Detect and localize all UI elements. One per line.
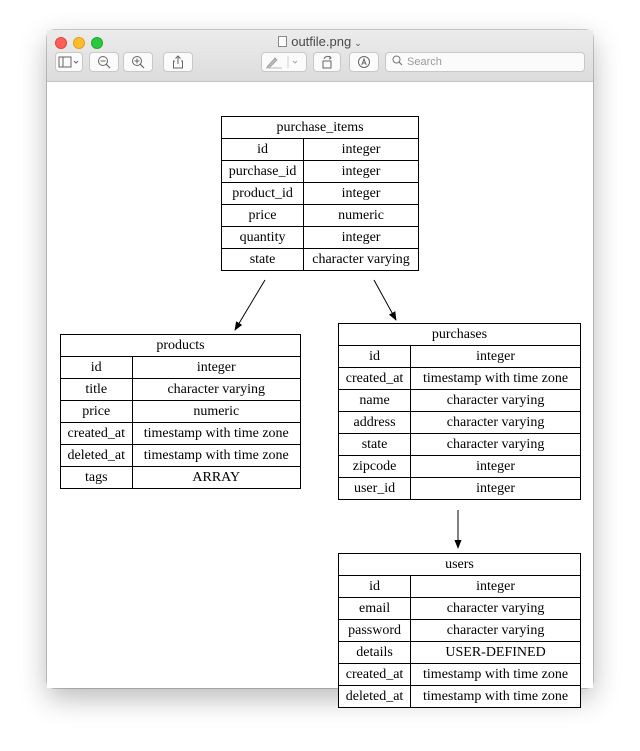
title-bar <box>47 30 593 82</box>
column-name: deleted_at <box>61 445 133 467</box>
table-row <box>339 642 581 664</box>
table-row <box>222 227 419 249</box>
window-title[interactable] <box>47 34 593 49</box>
column-type: numeric <box>304 205 419 227</box>
column-name: tags <box>61 467 133 489</box>
column-name: email <box>339 598 411 620</box>
column-name: id <box>61 357 133 379</box>
column-type: ARRAY <box>132 467 301 489</box>
table-row <box>61 379 301 401</box>
column-name: state <box>222 249 304 271</box>
share-button[interactable] <box>163 52 193 72</box>
table-row <box>222 183 419 205</box>
table-row <box>222 161 419 183</box>
annotate-button[interactable] <box>349 52 379 72</box>
table-row <box>61 357 301 379</box>
column-name: price <box>61 401 133 423</box>
table-row <box>339 664 581 686</box>
table-row <box>339 434 581 456</box>
column-name: purchase_id <box>222 161 304 183</box>
table-purchases <box>338 323 581 500</box>
column-name: id <box>339 346 411 368</box>
column-name: created_at <box>339 368 411 390</box>
column-type: character varying <box>411 620 581 642</box>
column-type: character varying <box>411 434 581 456</box>
column-type: USER-DEFINED <box>411 642 581 664</box>
table-row <box>61 423 301 445</box>
image-canvas <box>47 82 593 704</box>
column-type: integer <box>411 478 581 500</box>
annotate-icon <box>357 55 371 69</box>
table-row <box>222 205 419 227</box>
table-row <box>339 620 581 642</box>
column-type: timestamp with time zone <box>132 423 301 445</box>
table-row <box>339 412 581 434</box>
column-name: created_at <box>61 423 133 445</box>
column-name: name <box>339 390 411 412</box>
column-type: integer <box>132 357 301 379</box>
column-name: password <box>339 620 411 642</box>
table-row <box>339 456 581 478</box>
table-row <box>339 478 581 500</box>
column-name: zipcode <box>339 456 411 478</box>
table-row <box>339 576 581 598</box>
share-icon <box>172 55 184 69</box>
table-row <box>339 686 581 708</box>
column-type: integer <box>304 183 419 205</box>
sidebar-button[interactable] <box>55 52 83 72</box>
table-row <box>339 390 581 412</box>
column-type: character varying <box>304 249 419 271</box>
column-type: numeric <box>132 401 301 423</box>
sidebar-icon <box>58 56 80 68</box>
relation-arrow-purchase-items-purchases <box>374 280 396 320</box>
zoom-out-button[interactable] <box>89 52 119 72</box>
table-purchase-items <box>221 116 419 271</box>
column-type: character varying <box>132 379 301 401</box>
relation-arrow-purchase-items-products <box>235 280 265 330</box>
rotate-button[interactable] <box>313 52 341 72</box>
column-type: character varying <box>411 598 581 620</box>
table-title-users: users <box>339 554 581 576</box>
column-type: integer <box>411 456 581 478</box>
table-row <box>61 401 301 423</box>
markup-button[interactable] <box>261 52 307 72</box>
column-type: timestamp with time zone <box>411 686 581 708</box>
search-field[interactable] <box>385 52 585 72</box>
column-type: integer <box>411 576 581 598</box>
column-name: id <box>222 139 304 161</box>
column-type: timestamp with time zone <box>411 368 581 390</box>
column-name: user_id <box>339 478 411 500</box>
table-title-purchase-items: purchase_items <box>222 117 419 139</box>
column-name: quantity <box>222 227 304 249</box>
column-name: state <box>339 434 411 456</box>
column-type: integer <box>304 161 419 183</box>
column-name: title <box>61 379 133 401</box>
table-row <box>339 346 581 368</box>
column-type: integer <box>304 227 419 249</box>
rotate-icon <box>320 55 334 69</box>
table-title-products: products <box>61 335 301 357</box>
chevron-down-icon: ⌄ <box>354 38 362 48</box>
column-type: integer <box>411 346 581 368</box>
table-row <box>339 598 581 620</box>
column-name: created_at <box>339 664 411 686</box>
zoom-out-icon <box>97 55 111 69</box>
document-icon <box>278 36 287 47</box>
column-name: id <box>339 576 411 598</box>
zoom-in-icon <box>131 55 145 69</box>
column-name: price <box>222 205 304 227</box>
pen-icon <box>264 55 304 69</box>
table-products <box>60 334 301 489</box>
zoom-in-button[interactable] <box>123 52 153 72</box>
table-row <box>222 139 419 161</box>
table-users <box>338 553 581 708</box>
search-icon <box>392 55 403 69</box>
table-row <box>61 467 301 489</box>
table-row <box>339 368 581 390</box>
column-name: address <box>339 412 411 434</box>
window-title-text: outfile.png <box>291 34 352 49</box>
search-placeholder: Search <box>407 56 442 68</box>
table-row <box>61 445 301 467</box>
column-name: product_id <box>222 183 304 205</box>
table-row <box>222 249 419 271</box>
column-type: timestamp with time zone <box>411 664 581 686</box>
column-type: character varying <box>411 390 581 412</box>
column-type: character varying <box>411 412 581 434</box>
table-title-purchases: purchases <box>339 324 581 346</box>
column-name: details <box>339 642 411 664</box>
column-type: integer <box>304 139 419 161</box>
preview-window <box>47 30 593 704</box>
column-type: timestamp with time zone <box>132 445 301 467</box>
column-name: deleted_at <box>339 686 411 708</box>
